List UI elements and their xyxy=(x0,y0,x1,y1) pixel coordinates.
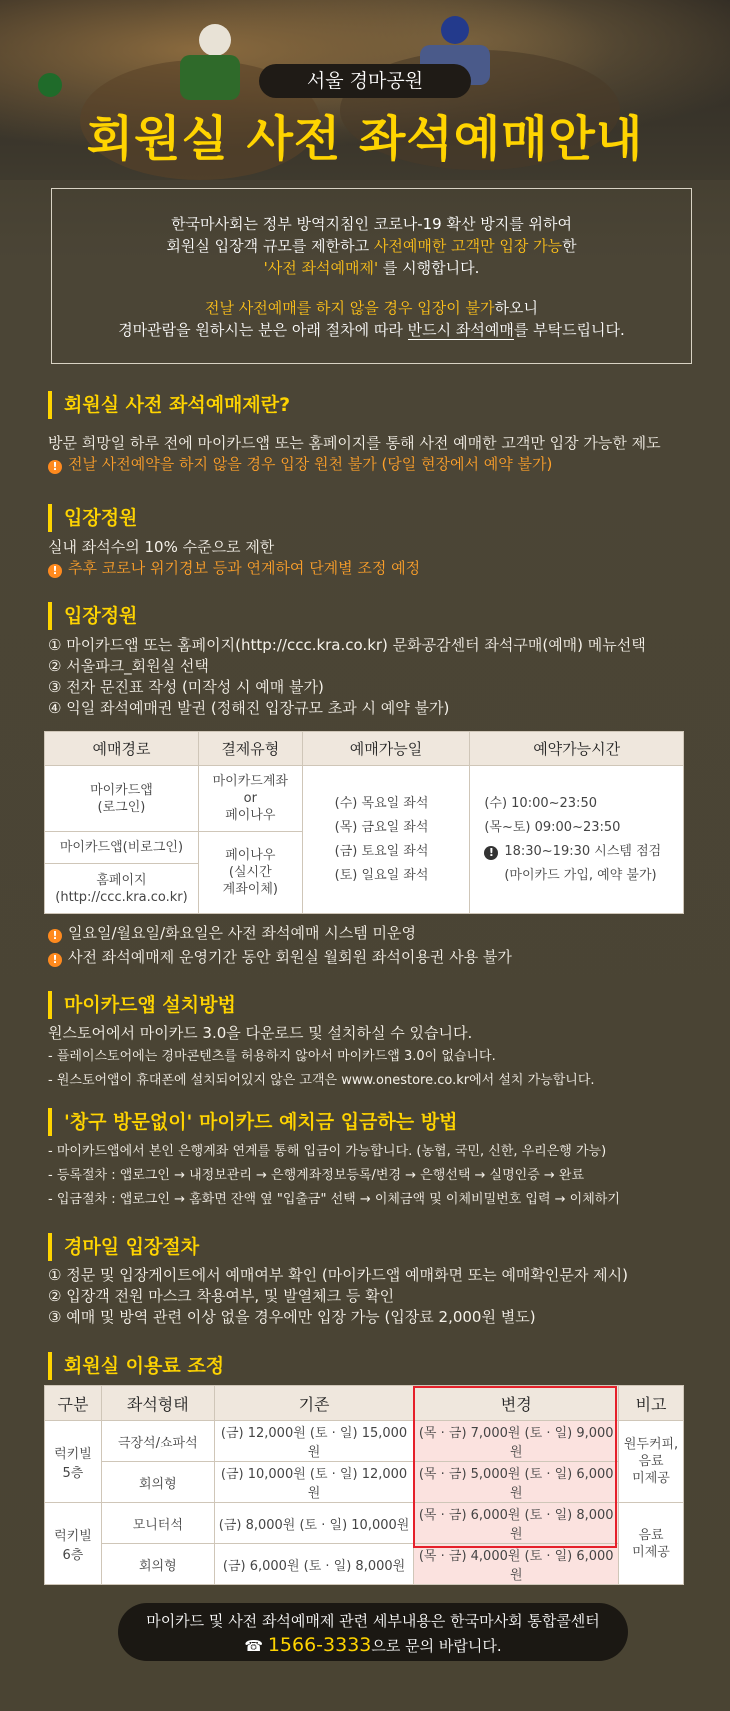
alert-icon: ! xyxy=(484,846,498,860)
note-line: ! 일요일/월요일/화요일은 사전 좌석예매 시스템 미운영 xyxy=(48,921,512,945)
notice-text: 회원실 입장객 규모를 제한하고 xyxy=(166,237,374,255)
seat-cell: 회의형 xyxy=(101,1462,214,1503)
warning-text: 전날 사전예약을 하지 않을 경우 입장 원천 불가 (당일 현장에서 예약 불가) xyxy=(68,455,553,473)
notice-text: 를 부탁드립니다. xyxy=(513,321,625,339)
footer-line: 마이카드 및 사전 좌석예매제 관련 세부내용은 한국마사회 통합콜센터 xyxy=(146,1612,600,1630)
phone-number[interactable]: 1566-3333 xyxy=(267,1634,372,1656)
step-item: ② 입장객 전원 마스크 착용여부, 및 발열체크 등 확인 xyxy=(48,1287,395,1305)
table-header: 예매가능일 xyxy=(302,732,470,766)
footer-text: 으로 문의 바랍니다. xyxy=(371,1637,502,1655)
changed-fee-highlight xyxy=(413,1386,617,1548)
step-item: ① 마이카드앱 또는 홈페이지(http://ccc.kra.co.kr) 문화공감센터 좌석구매(예매) 메뉴선택 xyxy=(48,636,646,654)
route-cell: 홈페이지 (http://ccc.kra.co.kr) xyxy=(45,864,199,914)
notice-line xyxy=(72,257,671,279)
note-line: ! 사전 좌석예매제 운영기간 동안 회원실 월회원 좌석이용권 사용 불가 xyxy=(48,945,512,969)
section-procedure xyxy=(48,602,646,719)
warning-line xyxy=(48,558,420,579)
intro-notice-box xyxy=(51,188,692,364)
step-item: ① 정문 및 입장게이트에서 예매여부 확인 (마이카드앱 예매화면 또는 예매확인문자 제시) xyxy=(48,1266,628,1284)
section-capacity xyxy=(48,504,420,579)
route-cell: 마이카드앱(비로그인) xyxy=(45,832,199,864)
route-cell: 마이카드앱 (로그인) xyxy=(45,766,199,832)
payment-cell: 마이카드계좌 or 페이나우 xyxy=(198,766,302,832)
section-title: 입장정원 xyxy=(48,602,646,630)
table-header: 구분 xyxy=(45,1386,102,1421)
notice-text: 하오니 xyxy=(494,299,538,317)
step-item: ② 서울파크_회원실 선택 xyxy=(48,657,209,675)
notice-text: 경마관람을 원하시는 분은 아래 절차에 따라 xyxy=(118,321,408,339)
step-item: ④ 익일 좌석예매권 발권 (정해진 입장규모 초과 시 예약 불가) xyxy=(48,699,450,717)
notice-highlight: '사전 좌석예매제' xyxy=(263,259,379,277)
notice-text: 를 시행합니다. xyxy=(378,259,480,277)
table-header: 좌석형태 xyxy=(101,1386,214,1421)
footer-line xyxy=(118,1633,628,1658)
old-fee-cell: (금) 10,000원 (토 · 일) 12,000원 xyxy=(214,1462,414,1503)
section-desc: 방문 희망일 하루 전에 마이카드앱 또는 홈페이지를 통해 사전 예매한 고객만 입장 가능한 제도 xyxy=(48,434,661,452)
warning-icon: ! xyxy=(48,460,62,474)
available-days-cell: (수) 목요일 좌석 (목) 금요일 좌석 (금) 토요일 좌석 (토) 일요일 좌석 xyxy=(302,766,470,914)
old-fee-cell: (금) 6,000원 (토 · 일) 8,000원 xyxy=(214,1544,414,1585)
warning-line xyxy=(48,454,661,475)
seat-cell: 회의형 xyxy=(101,1544,214,1585)
floor-cell: 럭키빌 5층 xyxy=(45,1421,102,1503)
section-desc: 원스토어에서 마이카드 3.0을 다운로드 및 설치하실 수 있습니다. xyxy=(48,1024,473,1042)
table-header: 예약가능시간 xyxy=(470,732,684,766)
notice-line xyxy=(72,297,671,319)
new-fee-cell: (목 · 금) 7,000원 (토 · 일) 9,000원 xyxy=(414,1421,619,1462)
list-item: - 원스토어앱이 휴대폰에 설치되어있지 않은 고객은 www.onestore.co.kr에서 설치 가능합니다. xyxy=(48,1073,595,1088)
list-item: - 등록절차 : 앱로그인 → 내정보관리 → 은행계좌정보등록/변경 → 은행선택 → 실명인증 → 완료 xyxy=(48,1168,585,1183)
old-fee-cell: (금) 8,000원 (토 · 일) 10,000원 xyxy=(214,1503,414,1544)
list-item: - 입금절차 : 앱로그인 → 홈화면 잔액 옆 "입출금" 선택 → 이체금액 및 이체비밀번호 입력 → 이체하기 xyxy=(48,1192,620,1207)
section-fee-adjustment xyxy=(48,1352,224,1380)
table-header: 예매경로 xyxy=(45,732,199,766)
section-entry-procedure xyxy=(48,1233,628,1328)
warning-icon: ! xyxy=(48,564,62,578)
notice-line xyxy=(72,235,671,257)
notice-line: 한국마사회는 정부 방역지침인 코로나-19 확산 방지를 위하여 xyxy=(171,215,572,233)
table-header: 결제유형 xyxy=(198,732,302,766)
section-app-install xyxy=(48,991,595,1093)
table-header: 기존 xyxy=(214,1386,414,1421)
notice-line xyxy=(72,319,671,341)
section-desc: 실내 좌석수의 10% 수준으로 제한 xyxy=(48,538,275,556)
reservation-table xyxy=(44,731,684,914)
table-row xyxy=(45,1544,684,1585)
section-title: 회원실 이용료 조정 xyxy=(48,1352,224,1380)
seat-cell: 극장석/쇼파석 xyxy=(101,1421,214,1462)
warning-icon: ! xyxy=(48,953,62,967)
section-title: 입장정원 xyxy=(48,504,420,532)
note-cell: 음료 미제공 xyxy=(619,1503,684,1585)
section-title: 회원실 사전 좌석예매제란? xyxy=(48,391,661,419)
notice-underlined: 반드시 좌석예매 xyxy=(407,321,514,339)
section-title: 경마일 입장절차 xyxy=(48,1233,628,1261)
notice-highlight: 전날 사전예매를 하지 않을 경우 입장이 불가 xyxy=(205,299,495,317)
floor-cell: 럭키빌 6층 xyxy=(45,1503,102,1585)
note-cell: 원두커피, 음료 미제공 xyxy=(619,1421,684,1503)
list-item: - 마이카드앱에서 본인 은행계좌 연계를 통해 입금이 가능합니다. (농협, 국민, 신한, 우리은행 가능) xyxy=(48,1144,607,1159)
section-reservation-system xyxy=(48,391,661,475)
list-item: - 플레이스토어에는 경마콘텐츠를 허용하지 않아서 마이카드앱 3.0이 없습니다. xyxy=(48,1049,496,1064)
seat-cell: 모니터석 xyxy=(101,1503,214,1544)
new-fee-cell: (목 · 금) 5,000원 (토 · 일) 6,000원 xyxy=(414,1462,619,1503)
section-title: 마이카드앱 설치방법 xyxy=(48,991,595,1019)
payment-cell: 페이나우 (실시간 계좌이체) xyxy=(198,832,302,914)
section-title: '창구 방문없이' 마이카드 예치금 입금하는 방법 xyxy=(48,1108,620,1136)
notice-highlight: 사전예매한 고객만 입장 가능 xyxy=(373,237,563,255)
step-item: ③ 예매 및 방역 관련 이상 없을 경우에만 입장 가능 (입장료 2,000원 별도) xyxy=(48,1308,536,1326)
venue-label: 서울 경마공원 xyxy=(259,64,471,98)
new-fee-cell: (목 · 금) 4,000원 (토 · 일) 6,000원 xyxy=(414,1544,619,1585)
hero-banner xyxy=(0,0,730,180)
section-deposit xyxy=(48,1108,620,1212)
new-fee-cell: (목 · 금) 6,000원 (토 · 일) 8,000원 xyxy=(414,1503,619,1544)
old-fee-cell: (금) 12,000원 (토 · 일) 15,000원 xyxy=(214,1421,414,1462)
page-title: 회원실 사전 좌석예매안내 xyxy=(86,111,644,167)
reservation-notes xyxy=(48,921,512,969)
table-header: 비고 xyxy=(619,1386,684,1421)
table-header: 변경 xyxy=(414,1386,619,1421)
contact-footer xyxy=(118,1603,628,1661)
warning-text: 추후 코로나 위기경보 등과 연계하여 단계별 조정 예정 xyxy=(68,559,421,577)
phone-icon: ☎ xyxy=(244,1637,264,1655)
step-item: ③ 전자 문진표 작성 (미작성 시 예매 불가) xyxy=(48,678,324,696)
available-time-cell: (수) 10:00~23:50 (목~토) 09:00~23:50 ! 18:30~19:30 시스템 점검 (마이카드 가입, 예약 불가) xyxy=(470,766,684,914)
notice-text: 한 xyxy=(562,237,577,255)
warning-icon: ! xyxy=(48,929,62,943)
